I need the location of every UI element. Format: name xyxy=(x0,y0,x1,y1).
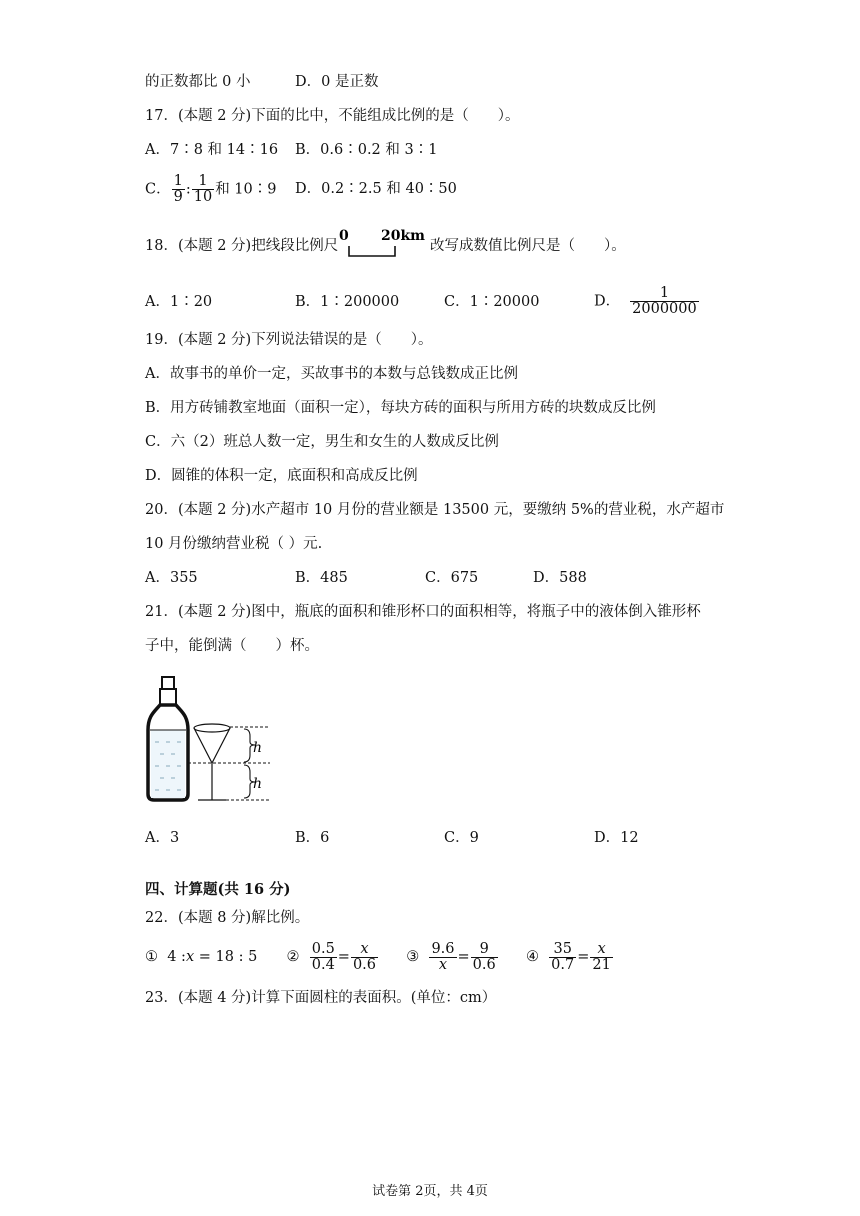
bottle-cap xyxy=(162,677,174,689)
fraction-denominator: 0.7 xyxy=(551,956,575,973)
q17-stem: 17．(本题 2 分)下面的比中，不能组成比例的是（ ）。 xyxy=(145,108,520,124)
q20-option-a: A．355 xyxy=(145,570,198,586)
q21-stem-line1: 21．(本题 2 分)图中，瓶底的面积和锥形杯口的面积相等，将瓶子中的液体倒入锥形杯 xyxy=(145,604,701,620)
fraction-denominator: 0.4 xyxy=(311,956,335,973)
q17-option-b: B．0.6∶0.2 和 3∶1 xyxy=(295,142,438,158)
fraction-denominator: x xyxy=(438,956,448,973)
q22-item-4 xyxy=(525,940,614,973)
q18-stem-pre: 18．(本题 2 分)把线段比例尺 xyxy=(145,238,339,254)
fraction-denominator: 9 xyxy=(173,189,183,205)
q20-option-d: D．588 xyxy=(533,570,587,586)
fraction-numerator: 9.6 xyxy=(431,940,455,957)
q19-stem: 19．(本题 2 分)下列说法错误的是（ ）。 xyxy=(145,332,433,348)
q17-option-c-prefix: C． xyxy=(145,181,171,198)
fraction-denominator: 0.6 xyxy=(472,956,496,973)
fraction-numerator: 35 xyxy=(549,942,576,958)
q22-item-3 xyxy=(406,940,503,973)
q22-item-1-post: = 18 : 5 xyxy=(198,949,258,965)
q17-option-a: A．7∶8 和 14∶16 xyxy=(145,142,279,158)
q17-option-c xyxy=(145,174,276,205)
fraction-numerator: x xyxy=(351,942,378,958)
q22-item-1-mark: ① xyxy=(145,949,158,965)
q18-stem-post: 改写成数值比例尺是（ ）。 xyxy=(430,238,626,254)
q20-option-b: B．485 xyxy=(295,570,348,586)
fraction-denominator: 0.6 xyxy=(352,956,377,973)
fraction-denominator: 2000000 xyxy=(632,301,697,317)
q21-option-d: D．12 xyxy=(594,830,639,846)
bottle-neck xyxy=(160,689,176,705)
q23-stem: 23．(本题 4 分)计算下面圆柱的表面积。(单位：cm） xyxy=(145,990,497,1006)
bottle-liquid xyxy=(151,730,185,798)
bottle-and-cone-figure xyxy=(140,672,290,808)
fraction-numerator: 1 xyxy=(630,286,699,302)
q22-item-3-mark: ③ xyxy=(406,949,420,965)
scale-zero-label: 0 xyxy=(339,228,349,244)
q18-option-b: B．1∶200000 xyxy=(295,294,400,310)
q22-item-1 xyxy=(145,949,262,965)
q20-stem-line1: 20．(本题 2 分)水产超市 10 月份的营业额是 13500 元，要缴纳 5%的营业税，水产超市 xyxy=(145,502,725,518)
q21-option-a: A．3 xyxy=(145,830,180,846)
q21-option-c: C．9 xyxy=(444,830,479,846)
fraction-numerator: 9 xyxy=(471,942,498,958)
label-h-upper: h xyxy=(253,740,263,756)
q22-item-4-left-fraction xyxy=(549,942,576,973)
q17-option-c-colon: : xyxy=(185,181,191,198)
scale-km-label: 20km xyxy=(381,228,425,244)
q22-item-2-mark: ② xyxy=(286,949,300,965)
scale-bar xyxy=(349,246,395,256)
cone-rim xyxy=(194,724,230,732)
q22-item-1-pre: 4 : xyxy=(167,949,186,965)
fraction-numerator: 1 xyxy=(173,173,183,189)
fraction-numerator: 1 xyxy=(192,174,214,190)
q21-option-b: B．6 xyxy=(295,830,330,846)
q17-option-c-fraction-2 xyxy=(192,174,214,205)
q19-option-c: C．六（2）班总人数一定，男生和女生的人数成反比例 xyxy=(145,434,499,450)
q18-option-a: A．1∶20 xyxy=(145,294,213,310)
section-4-title: 四、计算题(共 16 分) xyxy=(145,881,291,898)
prev-option-d: D．0 是正数 xyxy=(295,74,379,90)
q20-stem-line2: 10 月份缴纳营业税（ ）元. xyxy=(145,536,323,552)
page-footer: 试卷第 2页，共 4页 xyxy=(372,1184,488,1199)
q22-item-2-left-fraction xyxy=(310,942,337,973)
q19-option-b: B．用方砖铺教室地面（面积一定），每块方砖的面积与所用方砖的块数成反比例 xyxy=(145,400,656,416)
q18-option-d-prefix: D． xyxy=(594,293,621,310)
q22-items xyxy=(145,940,614,974)
q22-item-4-mark: ④ xyxy=(525,949,539,965)
cone-body xyxy=(194,728,230,763)
q22-item-2-eq: = xyxy=(337,949,350,965)
q21-stem-line2: 子中，能倒满（ ）杯。 xyxy=(145,638,319,654)
q22-item-2 xyxy=(286,940,384,973)
q22-stem: 22．(本题 8 分)解比例。 xyxy=(145,910,310,926)
line-scale-diagram xyxy=(335,224,425,260)
fraction-numerator: 0.5 xyxy=(311,940,335,957)
fraction-numerator: x xyxy=(590,942,612,958)
q18-option-d xyxy=(594,286,700,317)
q19-option-d: D．圆锥的体积一定，底面积和高成反比例 xyxy=(145,468,418,484)
label-h-lower: h xyxy=(253,776,263,792)
fraction-denominator: 10 xyxy=(193,189,213,205)
q20-option-c: C．675 xyxy=(425,570,479,586)
prev-option-c-tail xyxy=(145,72,250,92)
q17-option-d: D．0.2∶2.5 和 40∶50 xyxy=(295,181,457,197)
q18-option-c: C．1∶20000 xyxy=(444,294,540,310)
q22-item-4-eq: = xyxy=(577,949,590,965)
q22-item-2-right-fraction xyxy=(351,942,378,973)
q18-option-d-fraction xyxy=(630,286,699,317)
q22-item-1-var: x xyxy=(185,949,195,965)
q22-item-4-right-fraction xyxy=(590,942,612,973)
q17-option-c-fraction-1 xyxy=(172,174,185,205)
prev-option-c-text: 的正数都比 0 小 xyxy=(145,74,251,90)
q22-item-3-eq: = xyxy=(457,949,470,965)
q17-option-c-suffix: 和 10∶9 xyxy=(215,181,277,198)
q22-item-3-right-fraction xyxy=(471,942,498,973)
q22-item-3-left-fraction xyxy=(429,942,456,973)
fraction-denominator: 21 xyxy=(592,956,611,973)
q19-option-a: A．故事书的单价一定，买故事书的本数与总钱数成正比例 xyxy=(145,366,518,382)
